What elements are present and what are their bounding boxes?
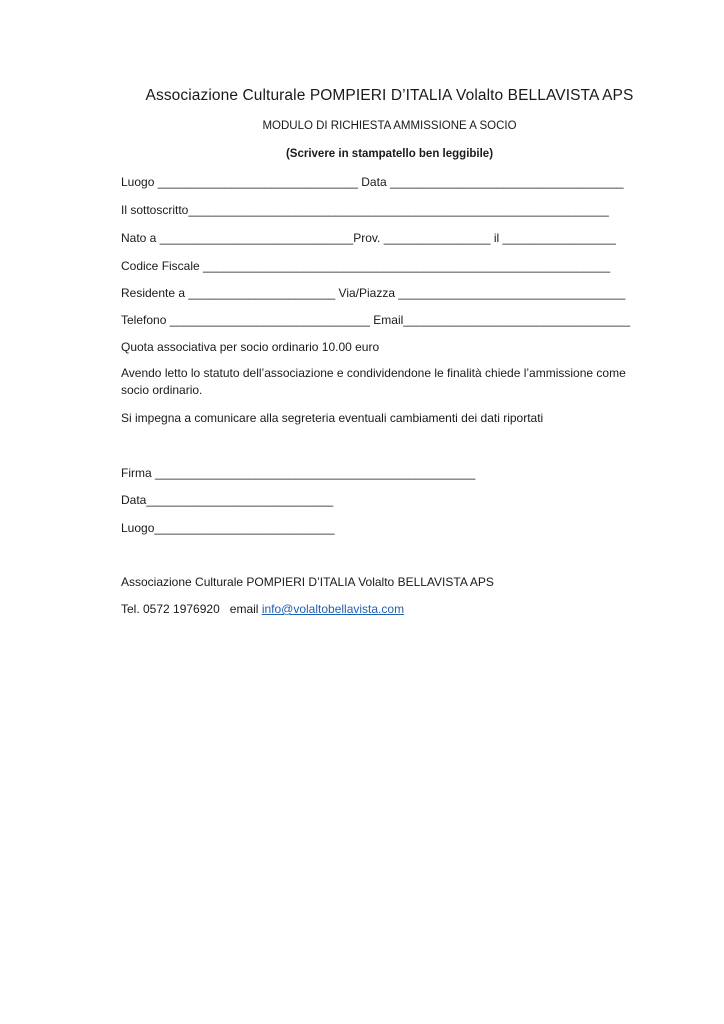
luogo-label: Luogo: [121, 175, 155, 189]
sottoscritto-field[interactable]: _______________________________________________________________: [188, 203, 609, 217]
via-label: Via/Piazza: [338, 286, 396, 300]
row-nato: [121, 231, 641, 245]
il-label: il: [490, 231, 500, 245]
footer-email-link[interactable]: info@volaltobellavista.com: [261, 602, 405, 616]
codice-fiscale-label: Codice Fiscale: [121, 259, 200, 273]
firma-field[interactable]: ________________________________________________: [151, 466, 476, 480]
row-contatti: [121, 313, 641, 327]
prov-label: Prov.: [353, 231, 381, 245]
firma-label: Firma: [121, 466, 152, 480]
telefono-field[interactable]: ______________________________: [166, 313, 374, 327]
document-title: Associazione Culturale POMPIERI D’ITALIA Volalto BELLAVISTA APS: [145, 87, 634, 104]
row-signature-luogo: [121, 521, 641, 535]
codice-fiscale-field[interactable]: _____________________________________________________________: [199, 259, 611, 273]
telefono-label: Telefono: [121, 313, 167, 327]
quota-text: Quota associativa per socio ordinario 10.00 euro: [121, 340, 380, 354]
footer-email-label: email: [229, 602, 259, 616]
prov-field[interactable]: ________________: [380, 231, 491, 245]
row-luogo-data: [121, 175, 641, 189]
row-signature-data: [121, 493, 641, 507]
nato-label: Nato a: [121, 231, 157, 245]
commitment-text: Si impegna a comunicare alla segreteria eventuali cambiamenti dei dati riportati: [121, 411, 544, 425]
nato-field[interactable]: _____________________________: [156, 231, 354, 245]
footer-contacts: [121, 602, 404, 616]
luogo-field[interactable]: ______________________________: [154, 175, 362, 189]
signature-data-field[interactable]: ____________________________: [146, 493, 334, 507]
email-field[interactable]: __________________________________: [403, 313, 631, 327]
signature-luogo-field[interactable]: ___________________________: [154, 521, 335, 535]
residente-label: Residente a: [121, 286, 186, 300]
data-field[interactable]: ___________________________________: [386, 175, 624, 189]
row-firma: [121, 466, 641, 480]
data-label: Data: [361, 175, 387, 189]
form-subtitle: MODULO DI RICHIESTA AMMISSIONE A SOCIO: [262, 120, 517, 132]
via-field[interactable]: __________________________________: [395, 286, 626, 300]
statement-text: Avendo letto lo statuto dell’associazione e condividendone le finalità chiede l’ammissione come socio ordinario.: [121, 366, 626, 397]
signature-luogo-label: Luogo: [121, 521, 155, 535]
row-codice-fiscale: [121, 259, 641, 273]
row-sottoscritto: [121, 203, 641, 217]
email-label: Email: [373, 313, 404, 327]
sottoscritto-label: Il sottoscritto: [121, 203, 189, 217]
instructions-note: (Scrivere in stampatello ben leggibile): [285, 148, 494, 160]
footer-tel: Tel. 0572 1976920: [121, 602, 220, 616]
signature-data-label: Data: [121, 493, 147, 507]
residente-field[interactable]: ______________________: [185, 286, 339, 300]
il-field[interactable]: _________________: [499, 231, 616, 245]
row-residenza: [121, 286, 641, 300]
footer-org: Associazione Culturale POMPIERI D’ITALIA Volalto BELLAVISTA APS: [121, 575, 494, 589]
